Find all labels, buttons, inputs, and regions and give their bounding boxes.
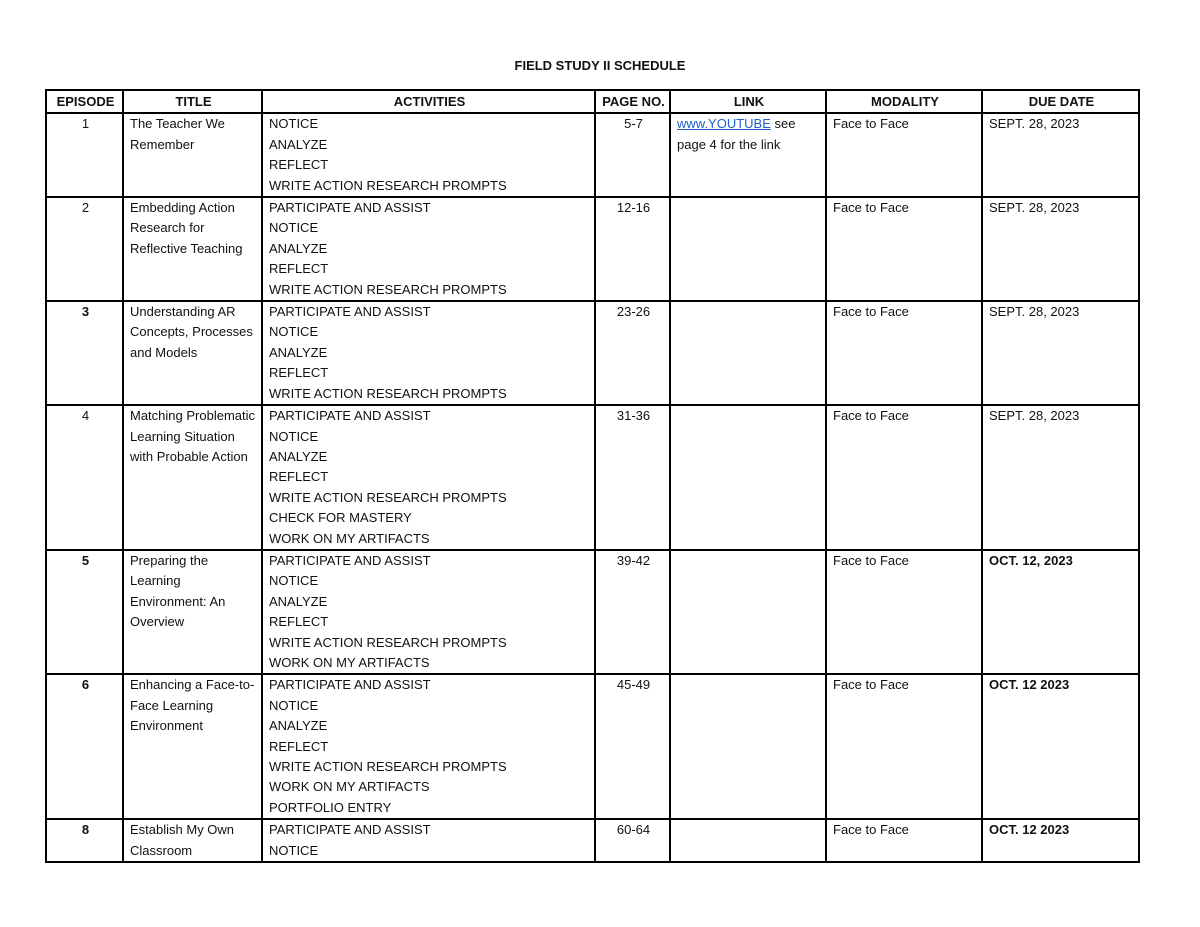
title-cell: Preparing the Learning Environment: An Overview	[123, 550, 262, 674]
activity-item: ANALYZE	[269, 448, 328, 464]
page-no-cell: 12-16	[595, 197, 670, 301]
title-cell: Matching Problematic Learning Situation with Probable Action	[123, 405, 262, 550]
activity-item: PARTICIPATE AND ASSIST	[269, 304, 431, 320]
activity-item: PARTICIPATE AND ASSIST	[269, 822, 431, 838]
table-row	[46, 550, 1139, 674]
page-no-cell: 39-42	[595, 550, 670, 674]
activity-item: WRITE ACTION RESEARCH PROMPTS	[269, 634, 507, 650]
activity-item: WORK ON MY ARTIFACTS	[269, 654, 430, 670]
activities-cell	[262, 405, 595, 550]
due-date-cell: OCT. 12, 2023	[982, 550, 1139, 674]
activity-item: CHECK FOR MASTERY	[269, 510, 412, 526]
activity-item: WORK ON MY ARTIFACTS	[269, 779, 430, 795]
due-date-cell: SEPT. 28, 2023	[982, 113, 1139, 197]
table-body	[46, 113, 1139, 862]
modality-cell: Face to Face	[826, 405, 982, 550]
activity-item: REFLECT	[269, 614, 329, 630]
activity-item: NOTICE	[269, 697, 319, 713]
activity-item: NOTICE	[269, 428, 319, 444]
table-row	[46, 405, 1139, 550]
due-date-cell: SEPT. 28, 2023	[982, 405, 1139, 550]
table-row	[46, 674, 1139, 819]
table-row	[46, 113, 1139, 197]
due-date-cell: OCT. 12 2023	[982, 674, 1139, 819]
page-no-cell: 60-64	[595, 819, 670, 862]
activity-item: REFLECT	[269, 738, 329, 754]
modality-cell: Face to Face	[826, 197, 982, 301]
modality-cell: Face to Face	[826, 819, 982, 862]
activity-item: PARTICIPATE AND ASSIST	[269, 408, 431, 424]
modality-cell: Face to Face	[826, 301, 982, 405]
activity-item: PARTICIPATE AND ASSIST	[269, 677, 431, 693]
header-link: LINK	[670, 90, 826, 113]
table-row	[46, 197, 1139, 301]
link-cell	[670, 405, 826, 550]
header-activities: ACTIVITIES	[262, 90, 595, 113]
episode-cell: 5	[46, 550, 123, 674]
episode-cell: 1	[46, 113, 123, 197]
activity-item: PORTFOLIO ENTRY	[269, 799, 392, 815]
link-note: see page 4 for the link	[677, 116, 796, 152]
schedule-table	[45, 89, 1140, 863]
page-no-cell: 45-49	[595, 674, 670, 819]
link-cell	[670, 301, 826, 405]
activity-item: NOTICE	[269, 116, 319, 132]
activity-item: NOTICE	[269, 573, 319, 589]
modality-cell: Face to Face	[826, 550, 982, 674]
activities-cell	[262, 113, 595, 197]
header-episode: EPISODE	[46, 90, 123, 113]
page-title: FIELD STUDY II SCHEDULE	[514, 58, 686, 73]
activity-item: WRITE ACTION RESEARCH PROMPTS	[269, 759, 507, 774]
activity-item: ANALYZE	[269, 593, 328, 609]
activities-cell	[262, 819, 595, 862]
activities-cell	[262, 301, 595, 405]
title-cell: The Teacher We Remember	[123, 113, 262, 197]
activity-item: WRITE ACTION RESEARCH PROMPTS	[269, 385, 507, 401]
activity-item: PARTICIPATE AND ASSIST	[269, 200, 431, 216]
episode-cell: 6	[46, 674, 123, 819]
header-due-date: DUE DATE	[982, 90, 1139, 113]
header-title: TITLE	[123, 90, 262, 113]
header-modality: MODALITY	[826, 90, 982, 113]
episode-cell: 8	[46, 819, 123, 862]
activity-item: ANALYZE	[269, 718, 328, 734]
title-cell: Establish My Own Classroom	[123, 819, 262, 862]
activity-item: NOTICE	[269, 220, 319, 236]
activity-item: ANALYZE	[269, 240, 328, 256]
activity-item: REFLECT	[269, 365, 329, 381]
episode-cell: 2	[46, 197, 123, 301]
activity-item: REFLECT	[269, 261, 329, 277]
youtube-link[interactable]: www.YOUTUBE	[677, 116, 771, 132]
link-cell	[670, 113, 826, 197]
modality-cell: Face to Face	[826, 674, 982, 819]
link-cell	[670, 550, 826, 674]
due-date-cell: SEPT. 28, 2023	[982, 301, 1139, 405]
due-date-cell: OCT. 12 2023	[982, 819, 1139, 862]
episode-cell: 3	[46, 301, 123, 405]
activity-item: ANALYZE	[269, 136, 328, 152]
title-cell: Understanding AR Concepts, Processes and Models	[123, 301, 262, 405]
activities-cell	[262, 550, 595, 674]
activity-item: NOTICE	[269, 842, 319, 858]
modality-cell: Face to Face	[826, 113, 982, 197]
link-cell	[670, 674, 826, 819]
activity-item: ANALYZE	[269, 344, 328, 360]
activities-cell	[262, 674, 595, 819]
activity-item: REFLECT	[269, 469, 329, 485]
link-cell	[670, 819, 826, 862]
activity-item: PARTICIPATE AND ASSIST	[269, 552, 431, 568]
link-cell	[670, 197, 826, 301]
table-header	[46, 90, 1139, 113]
episode-cell: 4	[46, 405, 123, 550]
activity-item: WRITE ACTION RESEARCH PROMPTS	[269, 177, 507, 193]
table-row	[46, 819, 1139, 862]
title-cell: Embedding Action Research for Reflective Teaching	[123, 197, 262, 301]
activity-item: WRITE ACTION RESEARCH PROMPTS	[269, 281, 507, 297]
page-no-cell: 5-7	[595, 113, 670, 197]
activity-item: REFLECT	[269, 157, 329, 173]
activities-cell	[262, 197, 595, 301]
header-page-no: PAGE NO.	[595, 90, 670, 113]
activity-item: WORK ON MY ARTIFACTS	[269, 530, 430, 546]
activity-item: WRITE ACTION RESEARCH PROMPTS	[269, 489, 507, 505]
title-cell: Enhancing a Face-to-Face Learning Environment	[123, 674, 262, 819]
page-no-cell: 23-26	[595, 301, 670, 405]
activity-item: NOTICE	[269, 324, 319, 340]
due-date-cell: SEPT. 28, 2023	[982, 197, 1139, 301]
header-row	[46, 90, 1139, 113]
table-row	[46, 301, 1139, 405]
page-no-cell: 31-36	[595, 405, 670, 550]
